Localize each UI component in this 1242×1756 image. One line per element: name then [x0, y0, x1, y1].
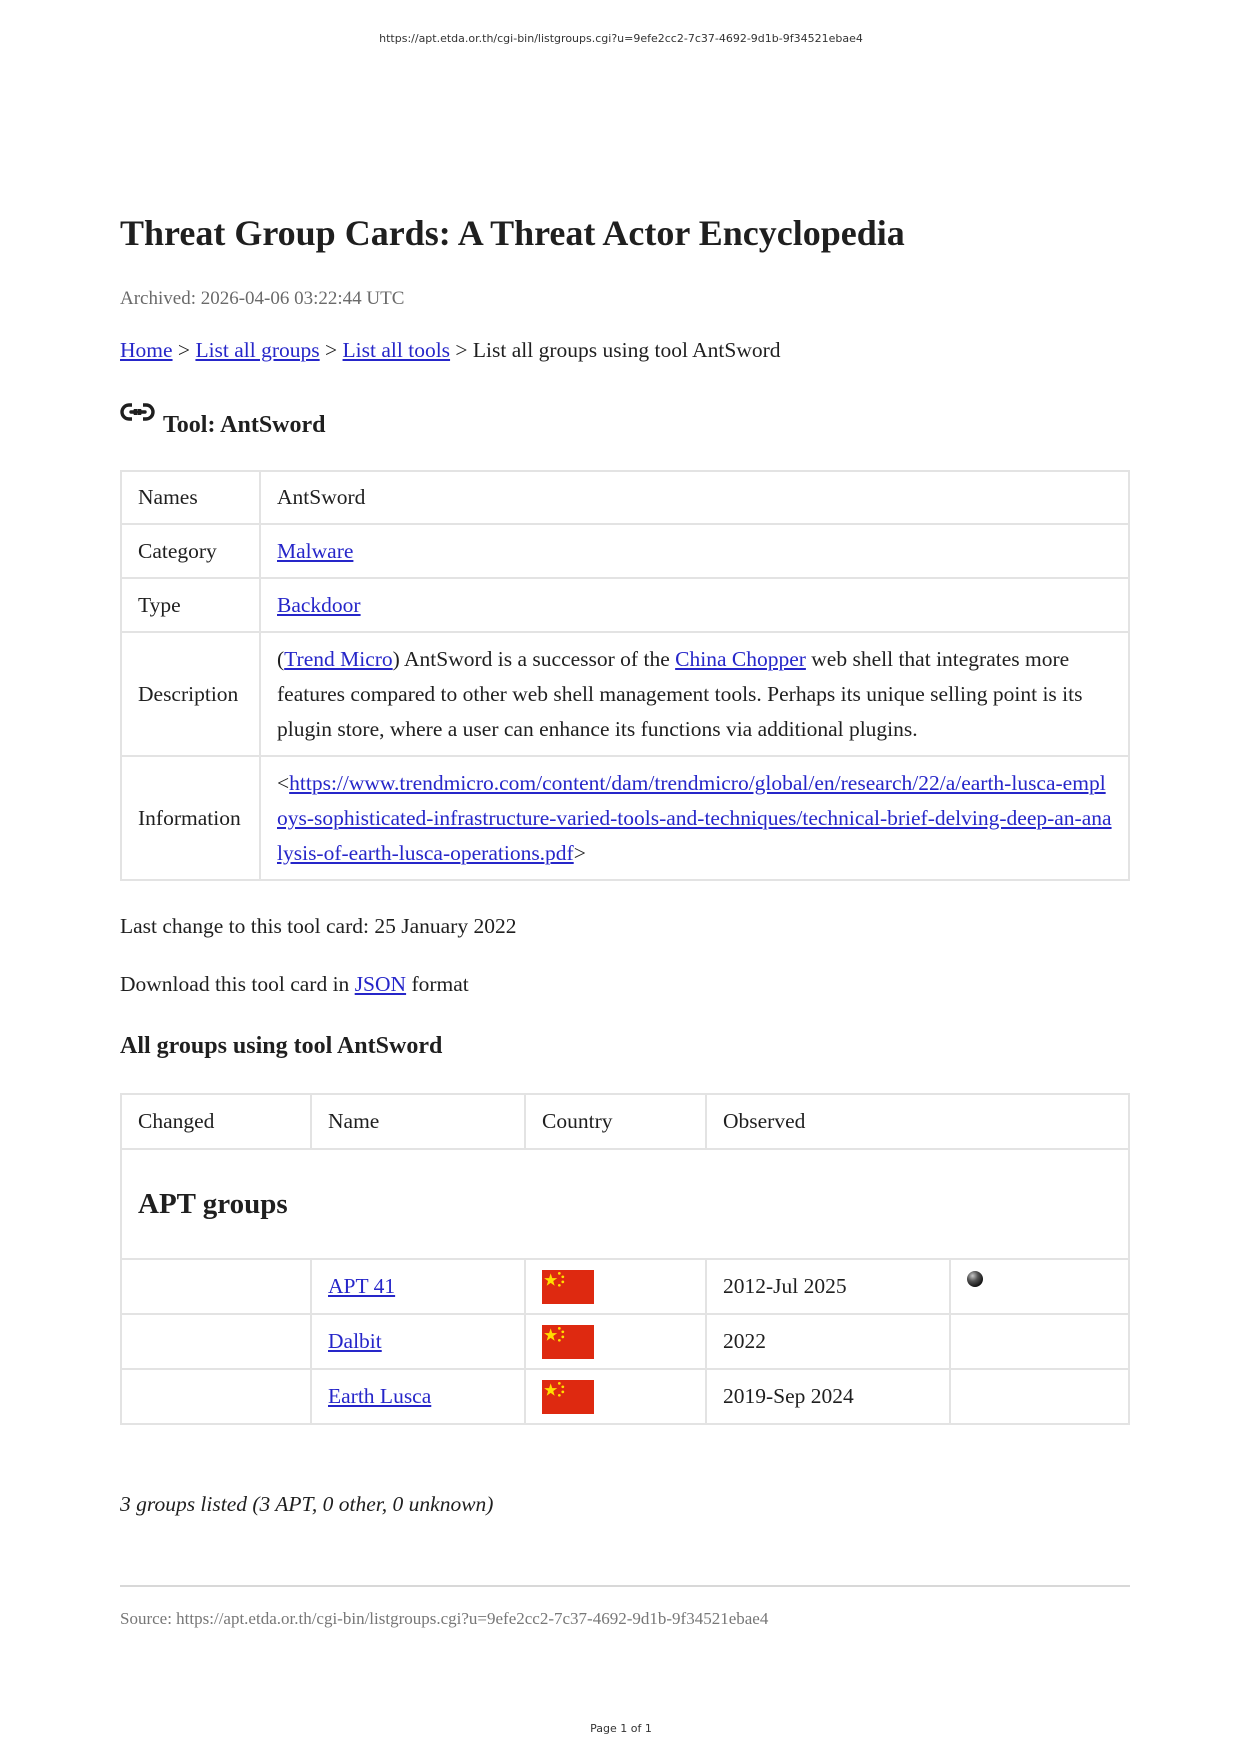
information-link[interactable]: https://www.trendmicro.com/content/dam/trendmicro/global/en/research/22/a/earth-lusca-employs-sophisticated-infrastructure-varied-tools-and-techniques/technical-brief-delving-deep-an-analysis-of-earth-lusca-operations.pdf	[277, 770, 1112, 865]
table-row	[121, 632, 1129, 756]
category-label: Category	[121, 524, 260, 578]
china-flag-icon	[542, 1380, 594, 1414]
names-label: Names	[121, 471, 260, 524]
groups-heading: All groups using tool AntSword	[120, 1033, 443, 1059]
groups-summary: 3 groups listed (3 APT, 0 other, 0 unknown)	[120, 1492, 494, 1516]
section-row	[121, 1149, 1129, 1259]
category-cell	[260, 524, 1129, 578]
download-post: format	[406, 972, 469, 996]
divider	[120, 1585, 1130, 1587]
information-cell	[260, 756, 1129, 880]
tool-info-table	[120, 470, 1130, 881]
source-url: Source: https://apt.etda.or.th/cgi-bin/listgroups.cgi?u=9efe2cc2-7c37-4692-9d1b-9f34521ebae4	[120, 1609, 769, 1628]
country-cell	[525, 1369, 706, 1424]
table-header-row	[121, 1094, 1129, 1149]
changed-cell	[121, 1259, 311, 1314]
page-number: Page 1 of 1	[590, 1722, 652, 1735]
tool-heading-label: Tool: AntSword	[163, 412, 326, 438]
table-row	[121, 756, 1129, 880]
table-row	[121, 1369, 1129, 1424]
table-row	[121, 1259, 1129, 1314]
column-header-name: Name	[311, 1094, 525, 1149]
name-cell	[311, 1369, 525, 1424]
marker-cell	[950, 1314, 1129, 1369]
last-change-text: Last change to this tool card: 25 January 2022	[120, 914, 517, 938]
link-icon	[120, 402, 156, 424]
table-row	[121, 578, 1129, 632]
desc-rest: web shell that integrates more features compared to other web shell management tools. Perhaps its unique selling point is its plugin store, where a user can enhance its functions via additional plugins.	[277, 646, 1083, 741]
name-cell	[311, 1314, 525, 1369]
breadcrumb-tools-link[interactable]: List all tools	[342, 338, 451, 362]
country-cell	[525, 1314, 706, 1369]
active-dot-icon	[967, 1271, 983, 1287]
group-link-earth-lusca[interactable]: Earth Lusca	[328, 1384, 432, 1408]
column-header-country: Country	[525, 1094, 706, 1149]
group-link-apt41[interactable]: APT 41	[328, 1274, 396, 1298]
breadcrumb-home-link[interactable]: Home	[120, 338, 173, 362]
changed-cell	[121, 1369, 311, 1424]
china-chopper-link[interactable]: China Chopper	[675, 646, 806, 671]
groups-table	[120, 1093, 1130, 1425]
json-download-link[interactable]: JSON	[354, 972, 407, 996]
breadcrumb-groups-link[interactable]: List all groups	[195, 338, 320, 362]
table-row	[121, 471, 1129, 524]
table-row	[121, 1314, 1129, 1369]
china-flag-icon	[542, 1270, 594, 1304]
table-row	[121, 524, 1129, 578]
china-flag-icon	[542, 1325, 594, 1359]
category-link[interactable]: Malware	[277, 538, 354, 563]
desc-mid: ) AntSword is a successor of the	[392, 646, 676, 671]
marker-cell	[950, 1259, 1129, 1314]
breadcrumb-current: > List all groups using tool AntSword	[450, 338, 781, 362]
description-label: Description	[121, 632, 260, 756]
information-label: Information	[121, 756, 260, 880]
name-cell	[311, 1259, 525, 1314]
page-title: Threat Group Cards: A Threat Actor Encyclopedia	[120, 213, 905, 253]
desc-open: (	[277, 646, 285, 671]
type-link[interactable]: Backdoor	[277, 592, 361, 617]
breadcrumb-separator: >	[319, 338, 343, 362]
trend-micro-link[interactable]: Trend Micro	[284, 646, 393, 671]
breadcrumb-separator: >	[172, 338, 196, 362]
observed-cell: 2012-Jul 2025	[706, 1259, 950, 1314]
observed-cell: 2019-Sep 2024	[706, 1369, 950, 1424]
column-header-changed: Changed	[121, 1094, 311, 1149]
observed-cell: 2022	[706, 1314, 950, 1369]
country-cell	[525, 1259, 706, 1314]
info-gt: >	[573, 840, 586, 865]
download-pre: Download this tool card in	[120, 972, 355, 996]
marker-cell	[950, 1369, 1129, 1424]
download-line	[120, 972, 469, 997]
print-header-url: https://apt.etda.or.th/cgi-bin/listgroups.cgi?u=9efe2cc2-7c37-4692-9d1b-9f34521ebae4	[379, 32, 863, 45]
archived-timestamp: Archived: 2026-04-06 03:22:44 UTC	[120, 288, 405, 309]
type-cell	[260, 578, 1129, 632]
section-title: APT groups	[121, 1149, 1129, 1259]
breadcrumb	[120, 338, 781, 363]
names-value: AntSword	[260, 471, 1129, 524]
description-cell	[260, 632, 1129, 756]
changed-cell	[121, 1314, 311, 1369]
group-link-dalbit[interactable]: Dalbit	[328, 1329, 382, 1353]
type-label: Type	[121, 578, 260, 632]
column-header-observed: Observed	[706, 1094, 1129, 1149]
info-lt: <	[277, 770, 290, 795]
